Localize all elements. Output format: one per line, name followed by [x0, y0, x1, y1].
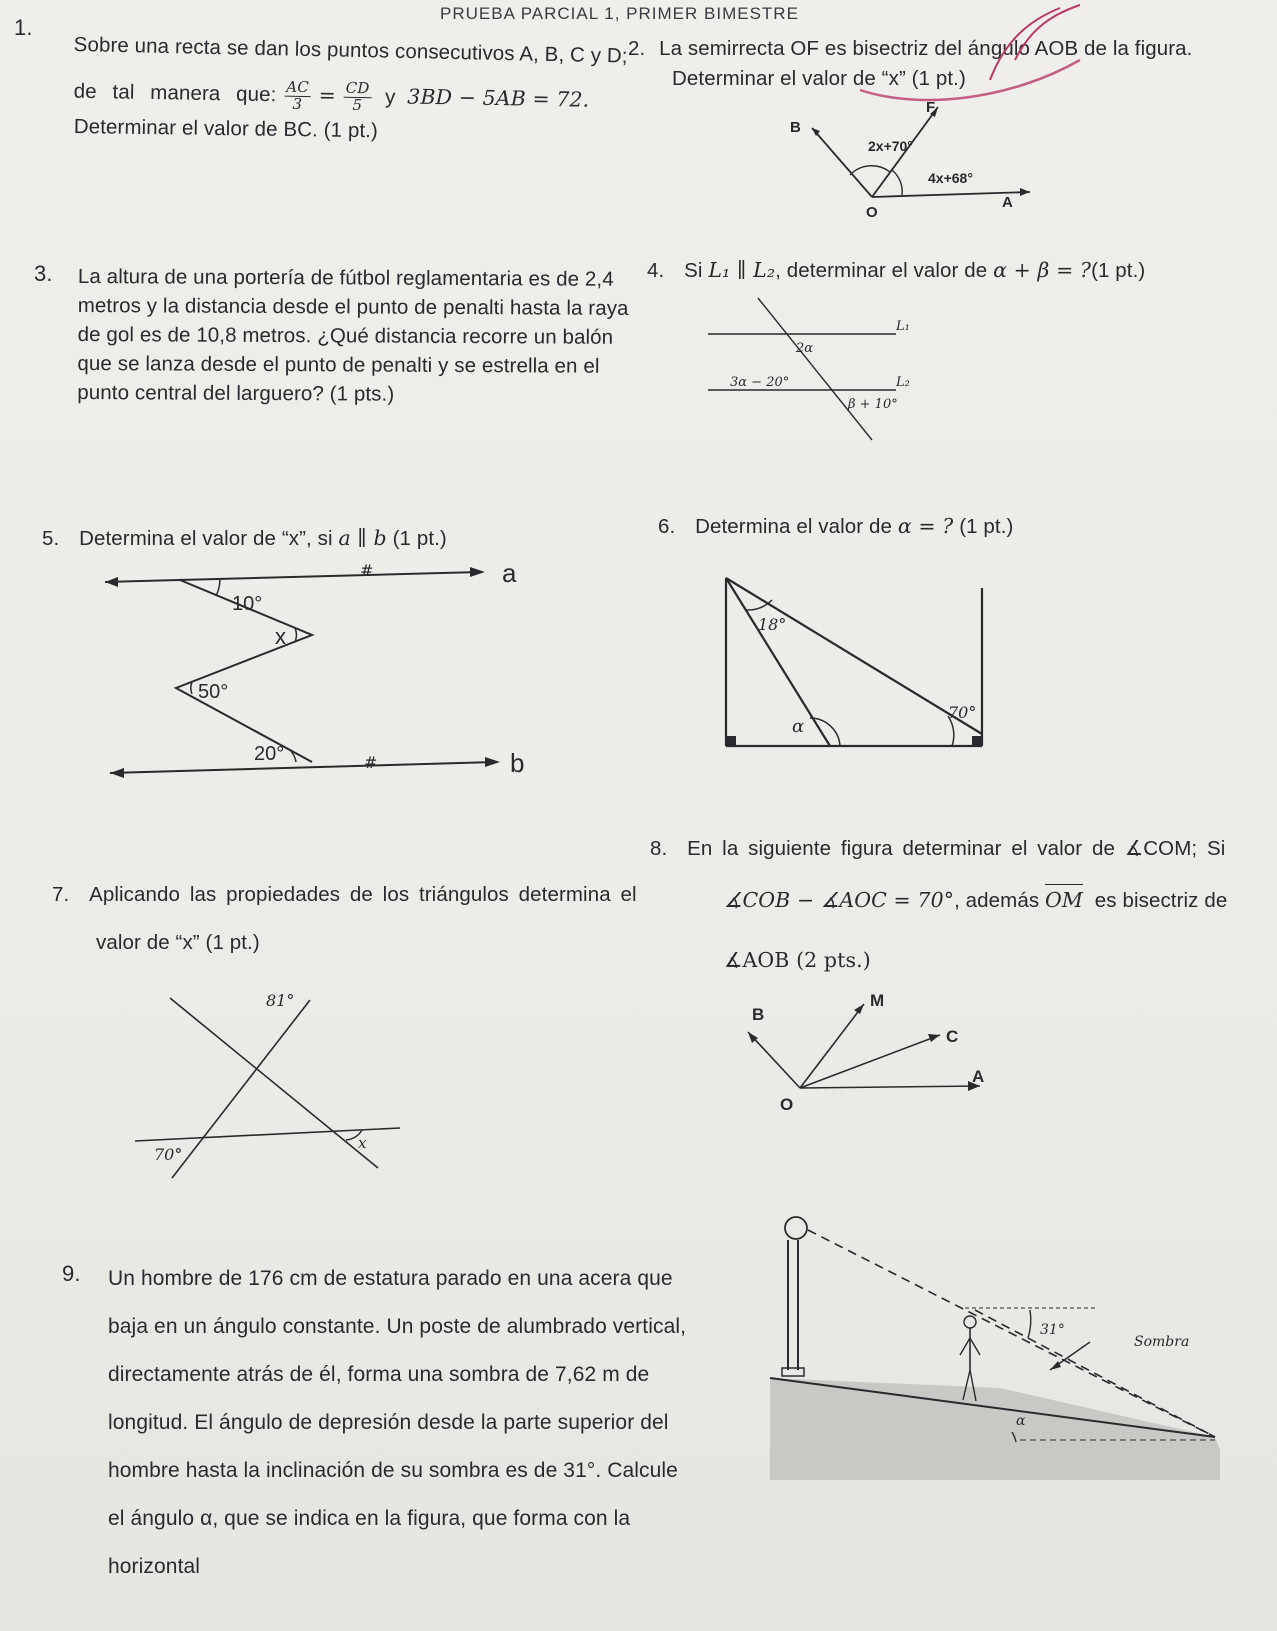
p5-arrow-b-right-icon — [485, 757, 500, 767]
p9-line-5: hombre hasta la inclinación de su sombra es de 31°. Calcule — [108, 1459, 678, 1482]
p5-label-x: x — [275, 624, 286, 649]
p6-hypotenuse — [726, 578, 982, 734]
p9-text — [108, 1255, 686, 1591]
p5-label-10: 10° — [232, 593, 263, 615]
p5-mark-b: # — [364, 753, 378, 772]
p1-frac1-num: AC — [284, 80, 311, 97]
p4-label-l2: L₂ — [896, 375, 910, 390]
p7-line1-text: Aplicando las propiedades de los triángulos determina el — [89, 883, 637, 906]
p4-label-2a: 2α — [796, 341, 814, 356]
p1-eq: = — [318, 82, 337, 108]
p5-figure — [100, 550, 550, 790]
p6-text-pts: (1 pt.) — [959, 515, 1014, 538]
p3-line-5: punto central del larguero? (1 pts.) — [77, 380, 395, 406]
p1-line3: Determinar el valor de BC. (1 pt.) — [73, 114, 379, 143]
p7-label-x: x — [358, 1134, 367, 1152]
p8-line2 — [724, 886, 1227, 916]
p1-frac2-den: 5 — [352, 95, 363, 114]
p2-arc-2 — [892, 170, 902, 195]
p2-label-b: B — [790, 119, 801, 136]
p4-label-l1: L₁ — [896, 319, 910, 334]
p2-arrow-a-icon — [1020, 188, 1030, 196]
p2-line1-text: La semirrecta OF es bisectriz del ángulo AOB de la figura. — [659, 37, 1193, 60]
p5-label-a: a — [502, 558, 517, 588]
p1-frac2 — [343, 78, 371, 114]
p5-number: 5. — [42, 527, 60, 550]
scribble-icon — [990, 5, 1080, 80]
p1-line2-pre: de tal manera que: — [73, 79, 277, 107]
p4-number: 4. — [647, 259, 665, 282]
p1-frac1 — [284, 77, 311, 113]
p3-number: 3. — [34, 261, 53, 286]
p3-line-2: metros y la distancia desde el punto de penalti hasta la raya — [77, 293, 629, 320]
p9-pole-base — [782, 1368, 804, 1376]
p1-eq2: 3BD − 5AB = 72. — [407, 84, 590, 112]
p6-cevian — [726, 578, 830, 746]
p6-label-alpha: α — [792, 716, 805, 737]
exam-header: PRUEBA PARCIAL 1, PRIMER BIMESTRE — [440, 4, 799, 23]
p1-line2 — [73, 76, 589, 117]
p9-line-1: Un hombre de 176 cm de estatura parado en una acera que — [108, 1267, 673, 1290]
p2-ray-ob — [812, 128, 872, 197]
p8-label-a: A — [972, 1067, 985, 1086]
p5-line-a — [105, 572, 480, 582]
p8-number: 8. — [650, 837, 668, 860]
p5-label-50: 50° — [198, 681, 229, 703]
p2-label-angle1: 2x+70° — [868, 138, 913, 154]
p6-text-math: α = ? — [897, 514, 954, 538]
p4-label-b: β + 10° — [848, 397, 898, 412]
p2-label-o: O — [866, 204, 878, 221]
p5-label-20: 20° — [254, 743, 285, 765]
p9-figure — [760, 1210, 1220, 1480]
p3-line-3: de gol es de 10,8 metros. ¿Qué distancia recorre un balón — [77, 322, 614, 349]
man-arm-right-icon — [970, 1338, 980, 1355]
p2-line2: Determinar el valor de “x” (1 pt.) — [672, 67, 966, 90]
p8-label-o: O — [780, 1095, 794, 1110]
p6-label-70: 70° — [948, 703, 977, 722]
p5-arrow-a-right-icon — [470, 567, 485, 577]
man-head-icon — [964, 1316, 976, 1328]
p8-label-m: M — [870, 991, 885, 1010]
p4-label-3a: 3α − 20° — [730, 375, 790, 390]
p5-arc-10 — [216, 580, 220, 596]
p2-label-f: F — [926, 99, 936, 116]
p6-label-18: 18° — [758, 615, 787, 634]
p5-text-main: Determina el valor de “x”, si — [79, 527, 333, 550]
p2-figure — [780, 0, 1100, 230]
p9-number: 9. — [62, 1261, 81, 1286]
p7-figure — [130, 990, 430, 1190]
p8-line1-text: En la siguiente figura determinar el valor de ∡COM; Si — [687, 837, 1226, 860]
p9-label-alpha: α — [1016, 1413, 1026, 1429]
p1-number: 1. — [14, 15, 33, 40]
p9-line-3: directamente atrás de él, forma una sombra de 7,62 m de — [108, 1363, 650, 1386]
p1-frac1-den: 3 — [292, 94, 303, 113]
p6-text-main: Determina el valor de — [695, 515, 893, 538]
p6-right-angle-left-icon — [726, 736, 736, 746]
p4-text-post: , determinar el valor de — [775, 259, 988, 282]
p7-line-1 — [170, 998, 378, 1168]
p7-label-81: 81° — [266, 991, 295, 1010]
p1-frac2-num: CD — [344, 81, 372, 98]
p7-line1 — [52, 880, 637, 910]
p8-ray-oa — [800, 1086, 980, 1088]
p2-number: 2. — [628, 37, 646, 60]
p8-ray-ob — [748, 1032, 800, 1088]
p6-number: 6. — [658, 515, 676, 538]
p2-label-a: A — [1002, 194, 1013, 211]
p5-label-b: b — [510, 748, 525, 778]
p7-line-2 — [172, 1000, 310, 1178]
p4-text-pts: (1 pt.) — [1091, 259, 1146, 282]
man-arm-left-icon — [960, 1338, 970, 1355]
p5-text-pts: (1 pt.) — [392, 527, 447, 550]
p9-line-7: horizontal — [108, 1555, 201, 1578]
p4-figure — [700, 290, 940, 450]
p8-label-c: C — [946, 1027, 959, 1046]
p7-label-70: 70° — [154, 1145, 183, 1164]
p9-label-31: 31° — [1040, 1322, 1065, 1338]
p8-line2-post: , además — [954, 889, 1040, 912]
p2-label-angle2: 4x+68° — [928, 170, 973, 186]
vector-arrow-icon — [1045, 884, 1083, 885]
p8-line3: ∡AOB (2 pts.) — [724, 948, 871, 972]
p6-figure — [720, 570, 1000, 760]
p8-arrow-c-icon — [928, 1034, 940, 1042]
p5-arc-x — [295, 628, 296, 642]
p8-line2-end: es bisectriz de — [1094, 889, 1228, 912]
p4-text-math2: α + β = ? — [993, 258, 1092, 282]
lamp-icon — [785, 1217, 807, 1239]
p7-line2: valor de “x” (1 pt.) — [96, 931, 260, 954]
p9-line-2: baja en un ángulo constante. Un poste de alumbrado vertical, — [108, 1315, 687, 1338]
scribble-curve-icon — [860, 60, 1080, 100]
p8-vector-om-text: OM — [1045, 888, 1083, 912]
p9-label-sombra: Sombra — [1134, 1334, 1190, 1350]
p1-and: y — [384, 85, 396, 109]
p8-figure — [740, 990, 1000, 1110]
p9-arc-31 — [1028, 1310, 1031, 1338]
p5-arrow-a-left-icon — [105, 577, 118, 587]
p5-arrow-b-left-icon — [110, 768, 124, 778]
p4-text — [647, 256, 1145, 286]
p2-arc-1 — [850, 166, 890, 175]
p6-arc-18 — [746, 600, 772, 610]
p3-line-4: que se lanza desde el punto de penalti y se estrella en el — [77, 351, 600, 378]
p5-arc-50 — [191, 682, 192, 694]
p8-vector-om — [1045, 888, 1083, 912]
p4-text-pre: Si — [684, 259, 703, 282]
p5-line-b — [110, 762, 495, 773]
p5-text-math: a ∥ b — [338, 526, 387, 550]
p9-sombra-arrow-icon — [1050, 1361, 1061, 1370]
p9-line-6: el ángulo α, que se indica en la figura, que forma con la — [108, 1507, 631, 1530]
p5-mark-a: # — [360, 561, 374, 580]
p1-line1: Sobre una recta se dan los puntos consecutivos A, B, C y D; — [73, 32, 628, 68]
p4-text-math: L₁ ∥ L₂ — [708, 258, 776, 282]
p3-line-1: La altura de una portería de fútbol reglamentaria es de 2,4 — [77, 264, 614, 291]
p8-line2-math: ∡COB − ∡AOC = 70° — [724, 888, 955, 912]
p8-arrow-m-icon — [854, 1004, 864, 1014]
p4-transversal — [758, 298, 872, 440]
p8-line1 — [650, 834, 1225, 864]
p6-text — [658, 512, 1013, 542]
p8-label-b: B — [752, 1005, 765, 1024]
p6-right-angle-right-icon — [972, 736, 982, 746]
p9-line-4: longitud. El ángulo de depresión desde la parte superior del — [108, 1411, 669, 1434]
p3-text — [77, 262, 629, 410]
p7-number: 7. — [52, 883, 70, 906]
